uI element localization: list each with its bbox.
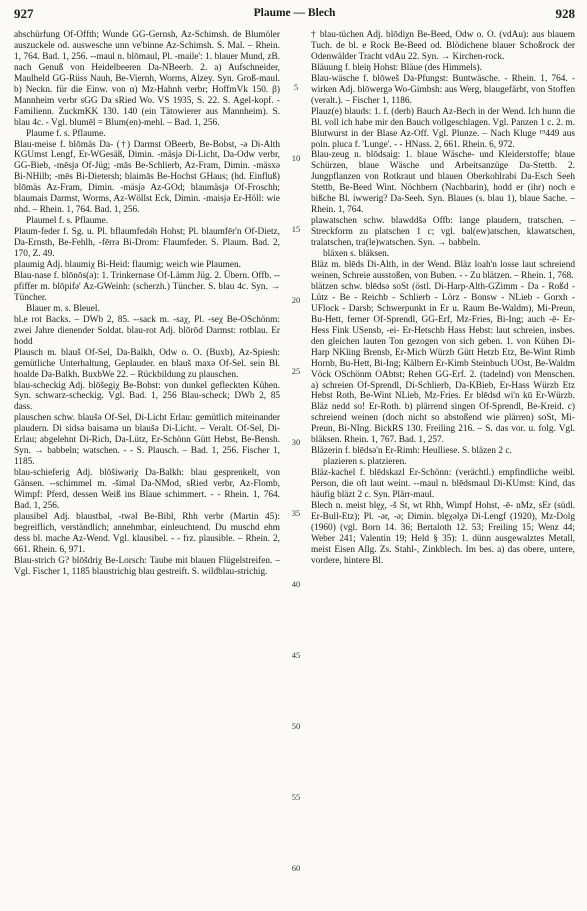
line-number: 50: [291, 721, 301, 731]
dictionary-entry: plauschen schw. blaušə Of-Sel, Di-Licht Erlau: gemütlich miteinander plaudern. Di sidsə baisamə un blaušə Di-Licht. – Veralt. Of-Sel, Di-Erlau; abgelehnt Di-Rich, Da-Lütz, Er-Schönn Gütt Hebst, Be-Bensh. Syn. → babbeln; watschen. - - S. Plausch. – Bad. 1, 256. Fischer 1, 1185.: [14, 413, 280, 468]
dictionary-entry: Bläzerin f. blēdsə'n Er-Rimh: Heulliese. S. bläzen 2 c.: [311, 446, 512, 457]
dictionary-entry: Plausch m. blauš Of-Sel, Da-Balkh, Odw o. O. (Buxb), Az-Spiesh: gemütliche Unterhaltung, Geplauder. en blauš maxə Of-Sel. sein Bl. hoalde Da-Balkh. BuxbWe 22. – Rückbildung zu plauschen.: [14, 347, 280, 380]
line-number: 55: [291, 792, 301, 802]
dictionary-entry: plaumig Adj. blaumiχ Bi-Heid: flaumig; weich wie Plaumen.: [14, 260, 241, 271]
running-title: Plaume — Blech: [253, 7, 336, 19]
line-number: 20: [291, 295, 301, 305]
page-header: [14, 6, 575, 26]
line-number: 30: [291, 437, 301, 447]
dictionary-entry: bl.e rot Backs. – DWb 2, 85. --sack m. -saχ, Pl. -seχ Be-OSchönm: zwei Jahre dienender Soldat. blau-rot Adj. blōrōd Darmst: rotblau. Er hodd: [14, 314, 280, 347]
line-number: 25: [291, 366, 301, 376]
dictionary-entry: Blech n. meist blęχ, -š St, wt Rhh, Wimpf Hohst, -ē- nMz, sEr (südl. Er-Bull-Etz); Pl. -ər, -ə; Dimin. blęχəlχə Di-Lengf (1920), Mz-Dolg (1960) (vgl. Born 14. 36; Bertaloth 12. 53; Freiling 15; Wenz 44; Weber 241; Valentin 19; Held § 35): 1. dünn ausgewalztes Metall, meist Eisen Allg. Zs. Stahl-, Zinkblech. Im bes. a) das obere, untere, vordere, hintere Bl.: [311, 500, 575, 566]
dictionary-entry: Blau-meise f. blōmäs Da- (†) Darmst OBeerb, Be-Bobst, -ə Di-Alth KGUmst Lengf, Er-WGesäß, Dimin. -mäsjə Di-Licht, Da-Odw verbr, GG-Bieb, -mēsjə Of-Jüg; -mās Be-Schlierb, Az-Fram, Dimin. -mäsxə Bi-NHilb; -mēs Bi-Dietersh; blaimās Be-Hochst GHaus; (hd. Einfluß) blōmäs Az-Fram, Dimin. -mäsjə Az-GOd; blaumäsjə Of-Froschh; blaumais Darmst, Worms, Az-Wöllst Eck, Dimin. -maisjə Er-Höll: wie nhd. – Rhein. 1, 764. Bad. 1, 256.: [14, 139, 280, 216]
line-number: 35: [291, 508, 301, 518]
cross-reference-entry: plazieren s. platzieren.: [323, 457, 407, 468]
dictionary-entry: Plauz(e) blauds: 1. f. (derb) Bauch Az-Bech in der Wend. Ich hunn die Bl. voll ich habe mir den Bauch vollgeschlagen. Vgl. Panzen 1 c. 2. m. Blutwurst in der Blase Az-Off. Vgl. Plunze. – Nach Kluge ¹⁹449 aus poln. pluca f. 'Lunge'. - - HNass. 2, 661. Rhein. 6, 972.: [311, 106, 575, 150]
dictionary-entry: Blau-strich G? blōšdriχ Be-Lorsch: Taube mit blauen Flügelstreifen. – Vgl. Fischer 1, 1185 blaustrichig blau gestreift. S. wildblau-strichig.: [14, 555, 280, 577]
line-number: 40: [291, 579, 301, 589]
line-number-gutter: [286, 30, 306, 902]
dictionary-entry: Bläz m. blēds Di-Alth, in der Wend. Bläz loah'n losse laut schreiend weinen, Schreie ausstoßen, von Buben. - - Zu blätzen. – Rhein. 1, 768.: [311, 260, 575, 281]
cross-reference-entry: Plaume f. s. Pflaume.: [26, 128, 106, 139]
dictionary-entry: blau-scheckig Adj. blōšegiχ Be-Bobst: von dunkel gefleckten Kühen. Syn. schwarz-scheckig. Vgl. Bad. 1, 256 Blau-scheck; DWb 2, 85 dass.: [14, 380, 280, 413]
cross-reference-entry: Plaumel f. s. Pflaume.: [26, 216, 109, 227]
dictionary-entry: Blau-nase f. blōnōs(ə): 1. Trinkernase Of-Lämm Jüg. 2. Übern. Offb. --pfiffer m. blōpifə' Az-GWeinh: (scherzh.) Tüncher. S. blau 4c. Syn. → Tüncher.: [14, 270, 280, 303]
dictionary-entry: Bläz-kachel f. blēdskazl Er-Schönn: (verächtl.) empfindliche weibl. Person, die oft laut weint. --maul n. blēdsmaul Di-KUmst: Kind, das häufig bläzt 2 c. Syn. Plärr-maul.: [311, 468, 575, 501]
page-number-left: 927: [14, 6, 34, 21]
dictionary-entry: † blau-tüchen Adj. blōdiχn Be-Beed, Odw o. O. (vdAu): aus blauem Tuch. de bl. e Rock Be-Beed od. Blödichene blauer Schoßrock der Odenwälder Tracht vdAu 22. Syn. → Kirchen-rock.: [311, 30, 575, 62]
dictionary-entry: plausibel Adj. blaustbəl, -twəl Be-Bibl, Rhh verbr (Martin 45): begreiflich, verständlich; annehmbar, einleuchtend. Du muschd ehm dess bl. mache Az-Wend. Vgl. klausibel. - - frz. plausible. – Rhein. 2, 661. Rhein. 6, 971.: [14, 511, 280, 555]
page-number-right: 928: [555, 6, 575, 21]
line-number: 15: [291, 224, 301, 234]
right-column: [311, 30, 575, 902]
dictionary-entry: Blau-zeug n. blōdsaig: 1. blaue Wäsche- und Kleiderstoffe; blaue Schürzen, blaue Wäsche und Arbeitsanzüge Da-Stettb. 2. Jungpflanzen von Rotkraut und blauen Oberkohlrabi Da-Esch Seeh Stettb, Be-Beed Wint. Nöchbern (Nachbarin), hodd er (ihr) noch e bißche Bl. iwwerig? Da-Seeh. Syn. Blaues (s. blau 1), blaue Sache. – Rhein. 1, 764.: [311, 150, 575, 216]
dictionary-entry: blätzen schw. blēdsə soSt (östl. Di-Harp-Alth-GZimm - Da - Roßd - Lütz - Be - Reichb - Schlierb - Lörz - Bonsw - NLieb - Gorxh - UFlock - Darsb; Schwerpunkt in Er u. Raum Be-Waldm), Mi-Preun, Bu-Hett, ferner Of-Sprendl, GG-Erf, Mz-Fries, Bi-Ing; auch -ē- Er-Hess Fink USensb, -ei- Er-Hetschb Hass Hebst: laut schreien, insbes. den gleichen lauten Ton gezogen von sich geben. 1. von Kühen Di-Harp NKling Brensb, Er-Mich Würzb Gütt Hetzb Etz, Be-Wint Rimb Hornb, Bu-Hett, Bi-Ing; Kälbern Er-Kimb Steinbuch UOst, Be-Waldm Vöck OSchönm OAbtst; Rehen GG-Erf. 2. (tadelnd) von Menschen. a) schreien Of-Sprendl, Di-Schlierb, Da-KBieb, Er-Hass Würzb Etz Hebst Roth, Be-Wint NLieb, Mz-Fries. Er blēdsd wi'n kū Er-Würzb. Bläz nedd so! Er-Roth. b) plärrend singen Of-Sprendl, Be-Kreid. c) schreiend weinen (doch nicht so abstoßend wie plärren) soSt, Mi-Preun, Bi-NIng. BickRS 130. Freiling 216. – S. das vor. u. folg. Vgl. bläksen. Rhein. 1, 767. Bad. 1, 257.: [311, 281, 575, 446]
dictionary-entry: Blau-wäsche f. blōweš Da-Pfungst: Buntwäsche. - Rhein. 1, 764. -wirken Adj. blōwergə Wo-Gimbsh: aus Werg, blaugefärbt, von Stoffen (veralt.). – Fischer 1, 1186.: [311, 73, 575, 106]
dictionary-entry: Plaum-feder f. Sg. u. Pl. bflaumfedə̆n Hohst; Pl. blaumfēr'n Of-Dietz, Da-Ernsth, Be-Fehlh, -fērrə Bi-Drom: Flaumfeder. S. Plaum. Bad. 2, 170, Z. 49.: [14, 227, 280, 260]
dictionary-entry: plawatschen schw. blawddšə Offb: lange plaudern, tratschen. – Streckform zu platschen 1 c; vgl. bal(ew)atschen, klawatschen, tralatschen, tra(le)watschen. Syn. → babbeln.: [311, 216, 575, 249]
cross-reference-entry: bläxen s. bläksen.: [323, 249, 390, 260]
line-number: 45: [291, 650, 301, 660]
left-column: [14, 30, 280, 902]
line-number: 60: [291, 863, 301, 873]
line-number: 5: [293, 82, 299, 92]
dictionary-entry: abschürfung Of-Offth; Wunde GG-Gernsh, Az-Schimsh. de Blumöler auszuckele od. auswesche unn ve'binne Az-Schimsh. S. Mal. – Rhein. 1, 764. Bad. 1, 256. --maul n. blōmaul, Pl. -maile': 1. blauer Mund, zB. nach Genuß von Heidelbeeren Da-NBeerb. 2. a) Aufschneider, Maulheld GG-Rüss Nauh, Be-Viernh, Worms, Alzey. Syn. Groß-maul. b) Neckn. für die Einw. von α) Mz-Hahnh verbr; HoffmVk 150. β) Mannheim verbr sGG Da sRied Wo. VS 1935, S. 22. S. Agel-kopf. - Familienn. ZuckmKK 130. 140 (ein Tätowierer aus Mannheim). S. blau 4c. - Vgl. blumēl = Blum(en)-mehl. – Bad. 1, 256.: [14, 30, 280, 128]
cross-reference-entry: Blauer m. s. Bleuel.: [26, 303, 100, 314]
dictionary-entry: Bläuung f. bleiŋ Hohst: Bläue (des Himmels).: [311, 62, 482, 73]
dictionary-entry: blau-schieferig Adj. blōšiwəriχ Da-Balkh: blau gesprenkelt, von Gänsen. --schimmel m. -šiməl Da-NMod, sRied verbr, Az-Flomb, Wimpf: Pferd, dessen Weiß ins Blaue schimmert. - - Rhein. 1, 764. Bad. 1, 256.: [14, 468, 280, 511]
line-number: 10: [291, 153, 301, 163]
